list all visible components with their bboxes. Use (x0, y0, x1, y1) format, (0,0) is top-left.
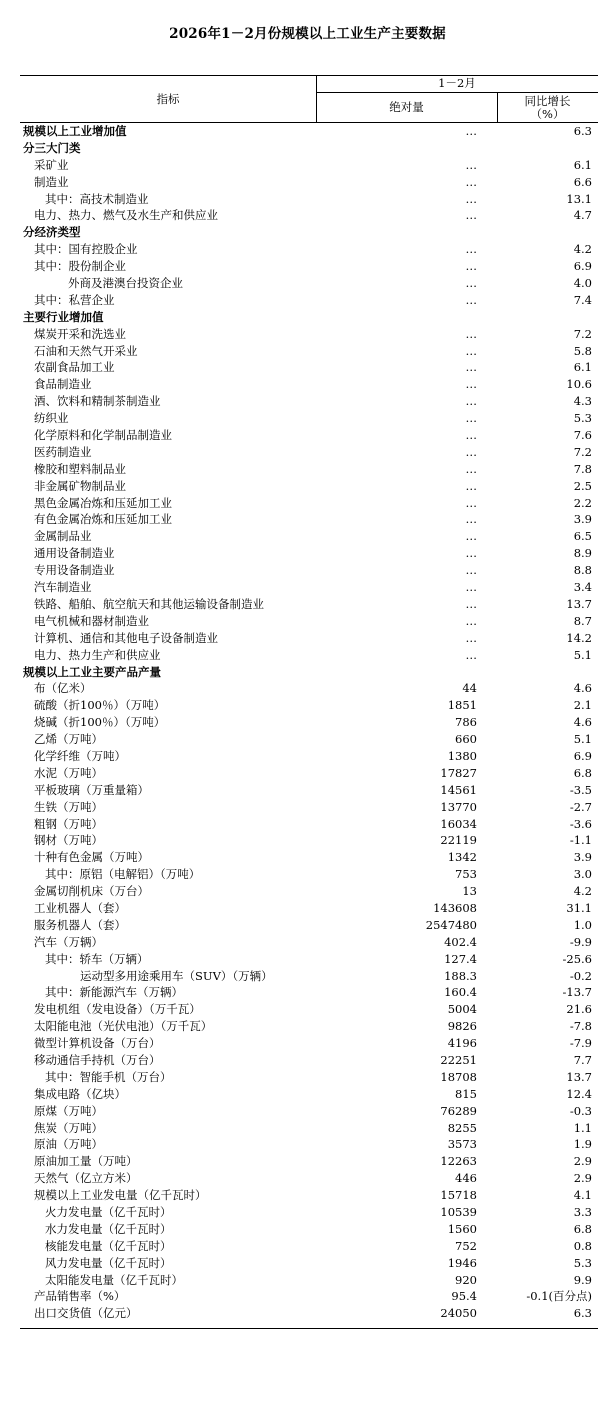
row-label: 风力发电量（亿千瓦时） (45, 1255, 172, 1270)
table-row (20, 680, 598, 697)
table-bottom-rule (20, 1328, 598, 1329)
row-label: 原油加工量（万吨） (34, 1154, 138, 1169)
section-header-row (20, 140, 598, 157)
row-label: 采矿业 (34, 157, 69, 172)
row-yoy-value: 6.1 (573, 157, 592, 172)
row-label: 工业机器人（套） (34, 900, 126, 915)
table-row (20, 883, 598, 900)
row-label: 医药制造业 (34, 444, 92, 459)
row-yoy-value: 8.7 (573, 613, 592, 628)
row-absolute-value: 17827 (440, 765, 477, 780)
row-yoy-value: 12.4 (566, 1086, 592, 1101)
table-row (20, 1052, 598, 1069)
row-absolute-value: 8255 (447, 1120, 477, 1135)
table-row (20, 816, 598, 833)
row-absolute-value: … (465, 259, 477, 274)
table-row (20, 376, 598, 393)
row-label: 钢材（万吨） (34, 833, 103, 848)
table-row (20, 207, 598, 224)
row-yoy-value: 4.3 (573, 394, 592, 409)
row-absolute-value: … (465, 512, 477, 527)
table-row (20, 1288, 598, 1305)
row-yoy-value: 4.7 (573, 208, 592, 223)
table-row (20, 1204, 598, 1221)
row-absolute-value: … (465, 428, 477, 443)
row-absolute-value: … (465, 326, 477, 341)
row-absolute-value: 815 (455, 1086, 477, 1101)
row-label: 非金属矿物制品业 (34, 478, 126, 493)
row-label: 规模以上工业主要产品产量 (23, 664, 161, 679)
row-label: 其中：智能手机（万台） (45, 1069, 172, 1084)
row-label: 计算机、通信和其他电子设备制造业 (34, 630, 218, 645)
row-label: 核能发电量（亿千瓦时） (45, 1238, 172, 1253)
row-yoy-value: 7.4 (573, 292, 592, 307)
row-label: 分三大门类 (23, 140, 81, 155)
page-title: 2026年1－2月份规模以上工业生产主要数据 (169, 26, 446, 42)
row-label: 粗钢（万吨） (34, 816, 103, 831)
row-label: 其中：高技术制造业 (45, 191, 149, 206)
row-label: 其中：原铝（电解铝）（万吨） (45, 867, 201, 882)
row-label: 微型计算机设备（万台） (34, 1036, 161, 1051)
row-yoy-value: -0.1(百分点) (526, 1289, 592, 1304)
row-absolute-value: 22251 (440, 1052, 477, 1067)
row-label: 汽车制造业 (34, 580, 92, 595)
table-row (20, 1018, 598, 1035)
table-row (20, 866, 598, 883)
row-yoy-value: 5.3 (573, 411, 592, 426)
row-yoy-value: 6.3 (573, 124, 592, 138)
table-row (20, 697, 598, 714)
row-label: 火力发电量（亿千瓦时） (45, 1205, 172, 1219)
row-absolute-value: … (465, 377, 477, 392)
row-yoy-value: 6.5 (573, 529, 592, 544)
row-label: 酒、饮料和精制茶制造业 (34, 394, 161, 409)
row-yoy-value: 4.6 (573, 681, 592, 696)
table-row (20, 1221, 598, 1238)
table-row (20, 545, 598, 562)
header-yoy-unit: （%） (530, 107, 565, 121)
table-row (20, 495, 598, 512)
section-header-row (20, 664, 598, 681)
row-yoy-value: -9.9 (569, 934, 592, 949)
table-row (20, 410, 598, 427)
row-yoy-value: 4.0 (573, 276, 592, 291)
row-label: 金属制品业 (34, 529, 92, 544)
row-label: 有色金属冶炼和压延加工业 (34, 512, 172, 527)
row-yoy-value: -0.2 (569, 968, 592, 983)
row-yoy-value: 7.6 (573, 428, 592, 443)
row-absolute-value: 1946 (447, 1255, 477, 1270)
table-row (20, 731, 598, 748)
table-row (20, 511, 598, 528)
row-label: 平板玻璃（万重量箱） (34, 782, 149, 797)
row-yoy-value: 8.8 (573, 563, 592, 578)
row-absolute-value: 160.4 (444, 985, 477, 1000)
section-header-row (20, 224, 598, 241)
row-absolute-value: 786 (455, 715, 477, 730)
table-row (20, 1069, 598, 1086)
row-absolute-value: 16034 (440, 816, 477, 831)
row-absolute-value: … (465, 461, 477, 476)
row-label: 食品制造业 (34, 377, 92, 392)
table-row (20, 934, 598, 951)
row-yoy-value: 2.9 (573, 1154, 592, 1169)
row-absolute-value: 9826 (447, 1019, 477, 1034)
row-absolute-value: … (465, 563, 477, 578)
row-yoy-value: 1.0 (573, 917, 592, 932)
row-yoy-value: 6.9 (573, 748, 592, 763)
row-absolute-value: … (465, 580, 477, 595)
row-absolute-value: 1560 (447, 1221, 477, 1236)
row-absolute-value: 5004 (447, 1002, 477, 1017)
row-label: 布（亿米） (34, 681, 92, 696)
row-absolute-value: 127.4 (444, 951, 477, 966)
row-label: 原油（万吨） (34, 1137, 103, 1152)
table-row (20, 1103, 598, 1120)
row-absolute-value: … (465, 411, 477, 426)
table-row (20, 849, 598, 866)
row-label: 乙烯（万吨） (34, 732, 103, 747)
row-yoy-value: 7.7 (573, 1052, 592, 1067)
row-yoy-value: -3.5 (569, 782, 592, 797)
row-label: 铁路、船舶、航空航天和其他运输设备制造业 (34, 596, 264, 611)
row-yoy-value: 3.9 (573, 512, 592, 527)
row-yoy-value: 8.9 (573, 546, 592, 561)
row-label: 主要行业增加值 (23, 309, 104, 324)
table-row (20, 1153, 598, 1170)
row-absolute-value: 660 (455, 732, 477, 747)
row-yoy-value: 6.9 (573, 259, 592, 274)
row-label: 电力、热力、燃气及水生产和供应业 (34, 208, 218, 223)
row-absolute-value: … (465, 292, 477, 307)
table-row (20, 832, 598, 849)
row-label: 规模以上工业发电量（亿千瓦时） (34, 1188, 207, 1203)
row-absolute-value: … (465, 360, 477, 375)
row-absolute-value: 18708 (440, 1069, 477, 1084)
row-yoy-value: 7.2 (573, 326, 592, 341)
row-absolute-value: 4196 (447, 1036, 477, 1051)
table-row (20, 359, 598, 376)
table-row (20, 647, 598, 664)
table-row (20, 596, 598, 613)
table-row (20, 258, 598, 275)
row-label: 移动通信手持机（万台） (34, 1052, 161, 1067)
table-row (20, 393, 598, 410)
row-yoy-value: 2.5 (573, 478, 592, 493)
row-yoy-value: 2.9 (573, 1171, 592, 1186)
row-label: 汽车（万辆） (34, 934, 103, 949)
row-absolute-value: … (465, 276, 477, 291)
row-label: 其中：国有控股企业 (34, 242, 138, 257)
table-row (20, 984, 598, 1001)
row-label: 黑色金属冶炼和压延加工业 (34, 495, 172, 510)
row-label: 十种有色金属（万吨） (34, 850, 149, 865)
header-top-rule (20, 75, 598, 76)
row-absolute-value: 13770 (440, 799, 477, 814)
table-row (20, 900, 598, 917)
row-label: 化学纤维（万吨） (34, 748, 126, 763)
row-label: 其中：私营企业 (34, 292, 115, 307)
row-absolute-value: 402.4 (444, 934, 477, 949)
table-row (20, 1170, 598, 1187)
table-row (20, 1305, 598, 1322)
table-row (20, 427, 598, 444)
table-row (20, 917, 598, 934)
row-yoy-value: 13.1 (566, 191, 592, 206)
table-row (20, 714, 598, 731)
table-row (20, 765, 598, 782)
row-absolute-value: … (465, 647, 477, 662)
table-row (20, 1136, 598, 1153)
row-absolute-value: 2547480 (425, 917, 477, 932)
row-label: 制造业 (34, 174, 69, 189)
row-label: 出口交货值（亿元） (34, 1306, 138, 1321)
row-label: 专用设备制造业 (34, 563, 115, 578)
row-absolute-value: … (465, 191, 477, 206)
row-yoy-value: 1.9 (573, 1137, 592, 1152)
table-row (20, 326, 598, 343)
row-yoy-value: -7.8 (569, 1019, 592, 1034)
table-row (20, 1120, 598, 1137)
row-label: 金属切削机床（万台） (34, 884, 149, 899)
table-row (20, 1086, 598, 1103)
row-label: 纺织业 (34, 411, 69, 426)
row-label: 天然气（亿立方米） (34, 1171, 138, 1186)
header-absolute: 绝对量 (389, 100, 424, 114)
table-row (20, 157, 598, 174)
row-absolute-value: … (465, 208, 477, 223)
row-absolute-value: 13 (462, 884, 477, 899)
table-row (20, 478, 598, 495)
row-absolute-value: … (465, 124, 477, 138)
row-yoy-value: 1.1 (573, 1120, 592, 1135)
row-label: 发电机组（发电设备）（万千瓦） (34, 1002, 201, 1017)
row-absolute-value: 143608 (433, 900, 477, 915)
row-absolute-value: … (465, 343, 477, 358)
row-yoy-value: 13.7 (566, 1069, 592, 1084)
row-absolute-value: 15718 (440, 1188, 477, 1203)
row-yoy-value: 13.7 (566, 596, 592, 611)
row-yoy-value: 31.1 (566, 900, 592, 915)
table-row (20, 444, 598, 461)
row-absolute-value: … (465, 546, 477, 561)
row-yoy-value: 21.6 (566, 1002, 592, 1017)
row-absolute-value: 446 (455, 1171, 477, 1186)
table-row (20, 1187, 598, 1204)
row-label: 橡胶和塑料制品业 (34, 461, 126, 476)
row-label: 水泥（万吨） (34, 765, 103, 780)
row-absolute-value: 753 (455, 867, 477, 882)
row-absolute-value: … (465, 174, 477, 189)
row-absolute-value: 24050 (440, 1306, 477, 1321)
row-yoy-value: 5.3 (573, 1255, 592, 1270)
section-header-row (20, 309, 598, 326)
table-row (20, 191, 598, 208)
row-yoy-value: 4.2 (573, 242, 592, 257)
row-absolute-value: … (465, 630, 477, 645)
table-row (20, 613, 598, 630)
row-yoy-value: 0.8 (573, 1238, 592, 1253)
row-yoy-value: 3.4 (573, 580, 592, 595)
row-label: 农副食品加工业 (34, 360, 115, 375)
row-label: 水力发电量（亿千瓦时） (45, 1221, 172, 1236)
header-period-rule (316, 92, 598, 93)
row-yoy-value: 6.6 (573, 174, 592, 189)
header-yoy: 同比增长 (524, 94, 571, 108)
row-label: 焦炭（万吨） (34, 1120, 103, 1135)
row-yoy-value: 3.3 (573, 1205, 592, 1219)
row-yoy-value: 2.1 (573, 698, 592, 713)
table-row (20, 1001, 598, 1018)
table-row (20, 275, 598, 292)
row-absolute-value: 14561 (440, 782, 477, 797)
row-absolute-value: 188.3 (444, 968, 477, 983)
table-row (20, 1035, 598, 1052)
row-absolute-value: … (465, 529, 477, 544)
row-yoy-value: 6.8 (573, 1221, 592, 1236)
row-label: 其中：轿车（万辆） (45, 951, 149, 966)
row-label: 通用设备制造业 (34, 546, 115, 561)
row-absolute-value: 920 (455, 1272, 477, 1287)
row-label: 生铁（万吨） (34, 799, 103, 814)
row-absolute-value: … (465, 444, 477, 459)
row-absolute-value: … (465, 242, 477, 257)
row-label: 电气机械和器材制造业 (34, 613, 149, 628)
row-label: 烧碱（折100％）（万吨） (34, 715, 166, 730)
row-label: 分经济类型 (23, 225, 81, 240)
table-row (20, 241, 598, 258)
row-label: 其中：股份制企业 (34, 259, 126, 274)
table-row (20, 951, 598, 968)
row-absolute-value: 95.4 (451, 1289, 477, 1304)
row-absolute-value: 1851 (447, 698, 477, 713)
row-yoy-value: 9.9 (573, 1272, 592, 1287)
row-yoy-value: 10.6 (566, 377, 592, 392)
row-absolute-value: 12263 (440, 1154, 477, 1169)
row-label: 电力、热力生产和供应业 (34, 647, 161, 662)
table-row (20, 174, 598, 191)
row-absolute-value: 1342 (447, 850, 477, 865)
row-label: 石油和天然气开采业 (34, 343, 138, 358)
row-yoy-value: 7.2 (573, 444, 592, 459)
table-row (20, 579, 598, 596)
row-absolute-value: … (465, 478, 477, 493)
row-label: 服务机器人（套） (34, 917, 126, 932)
row-yoy-value: 4.6 (573, 715, 592, 730)
row-yoy-value: 3.9 (573, 850, 592, 865)
row-absolute-value: … (465, 495, 477, 510)
table-row (20, 292, 598, 309)
row-yoy-value: -1.1 (569, 833, 592, 848)
row-yoy-value: 4.1 (573, 1188, 592, 1203)
row-label: 其中：新能源汽车（万辆） (45, 985, 183, 1000)
row-absolute-value: 22119 (440, 833, 477, 848)
table-row (20, 1272, 598, 1289)
table-row (20, 799, 598, 816)
row-yoy-value: 5.8 (573, 343, 592, 358)
row-absolute-value: … (465, 613, 477, 628)
row-yoy-value: 14.2 (566, 630, 592, 645)
table-row (20, 748, 598, 765)
row-yoy-value: -7.9 (569, 1036, 592, 1051)
table-row (20, 461, 598, 478)
row-label: 太阳能电池（光伏电池）（万千瓦） (34, 1019, 213, 1034)
row-label: 运动型多用途乘用车（SUV）（万辆） (80, 968, 273, 983)
row-label: 产品销售率（%） (34, 1289, 126, 1304)
row-yoy-value: 7.8 (573, 461, 592, 476)
row-label: 集成电路（亿块） (34, 1086, 126, 1101)
row-yoy-value: 3.0 (573, 867, 592, 882)
row-label: 硫酸（折100％）（万吨） (34, 698, 166, 713)
row-label: 外商及港澳台投资企业 (68, 276, 183, 291)
table-row (20, 630, 598, 647)
table-row (20, 968, 598, 985)
row-yoy-value: -3.6 (569, 816, 592, 831)
row-absolute-value: 1380 (447, 748, 477, 763)
row-yoy-value: 5.1 (573, 647, 592, 662)
row-label: 化学原料和化学制品制造业 (34, 428, 172, 443)
row-yoy-value: 2.2 (573, 495, 592, 510)
row-yoy-value: 6.8 (573, 765, 592, 780)
row-label: 原煤（万吨） (34, 1103, 103, 1118)
row-absolute-value: 10539 (440, 1205, 477, 1219)
row-yoy-value: 6.3 (573, 1306, 592, 1321)
row-yoy-value: -2.7 (569, 799, 592, 814)
table-row (20, 343, 598, 360)
table-row (20, 1238, 598, 1255)
row-absolute-value: 752 (455, 1238, 477, 1253)
row-absolute-value: … (465, 596, 477, 611)
header-indicator: 指标 (156, 92, 180, 106)
row-yoy-value: 5.1 (573, 732, 592, 747)
table-row (20, 562, 598, 579)
row-yoy-value: 6.1 (573, 360, 592, 375)
row-label: 太阳能发电量（亿千瓦时） (45, 1272, 183, 1287)
row-absolute-value: 3573 (447, 1137, 477, 1152)
row-label: 规模以上工业增加值 (23, 124, 127, 138)
row-absolute-value: … (465, 394, 477, 409)
row-absolute-value: 76289 (440, 1103, 477, 1118)
row-yoy-value: -13.7 (562, 985, 592, 1000)
row-yoy-value: 4.2 (573, 884, 592, 899)
row-absolute-value: 44 (462, 681, 477, 696)
header-period: 1－2月 (438, 76, 476, 90)
row-absolute-value: … (465, 157, 477, 172)
table-row (20, 528, 598, 545)
section-header-row (20, 123, 598, 140)
table-row (20, 1255, 598, 1272)
table-body (20, 123, 598, 1322)
row-label: 煤炭开采和洗选业 (34, 326, 126, 341)
table-row (20, 782, 598, 799)
row-yoy-value: -0.3 (569, 1103, 592, 1118)
table-header (20, 75, 598, 122)
row-yoy-value: -25.6 (562, 951, 592, 966)
